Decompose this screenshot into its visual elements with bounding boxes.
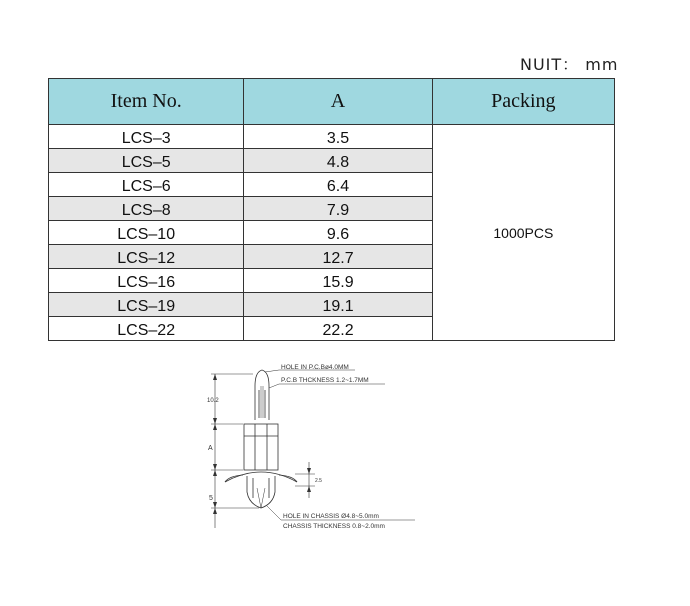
chassis-hole-note: HOLE IN CHASSIS Ø4.8~5.0mm [283, 513, 379, 520]
header-a: A [244, 79, 432, 125]
a-value-cell: 3.5 [244, 125, 432, 149]
item-no-cell: LCS–16 [49, 269, 244, 293]
dim-side-label: 2.5 [315, 478, 322, 484]
header-item-no: Item No. [49, 79, 244, 125]
spec-table [48, 78, 615, 341]
dim-bottom-label: 5 [209, 495, 213, 502]
a-value-cell: 12.7 [244, 245, 432, 269]
header-packing: Packing [432, 79, 614, 125]
unit-label: NUIT： mm [520, 55, 619, 74]
item-no-cell: LCS–12 [49, 245, 244, 269]
item-no-cell: LCS–5 [49, 149, 244, 173]
item-no-cell: LCS–10 [49, 221, 244, 245]
item-no-cell: LCS–22 [49, 317, 244, 341]
a-value-cell: 22.2 [244, 317, 432, 341]
a-value-cell: 7.9 [244, 197, 432, 221]
a-value-cell: 9.6 [244, 221, 432, 245]
a-value-cell: 15.9 [244, 269, 432, 293]
a-value-cell: 6.4 [244, 173, 432, 197]
item-no-cell: LCS–8 [49, 197, 244, 221]
pcb-thickness-note: P.C.B THCKNESS 1.2~1.7MM [281, 377, 369, 384]
table-header-row [49, 79, 615, 125]
chassis-thickness-note: CHASSIS THICKNESS 0.8~2.0mm [283, 523, 385, 530]
table-row [49, 125, 615, 149]
pcb-hole-note: HOLE IN P.C.Bø4.0MM [281, 364, 349, 371]
a-value-cell: 4.8 [244, 149, 432, 173]
packing-cell: 1000PCS [432, 125, 614, 341]
spacer-technical-drawing [195, 358, 435, 538]
dim-a-label: A [208, 445, 213, 452]
item-no-cell: LCS–6 [49, 173, 244, 197]
a-value-cell: 19.1 [244, 293, 432, 317]
item-no-cell: LCS–3 [49, 125, 244, 149]
dim-top-label: 10.2 [207, 398, 219, 404]
item-no-cell: LCS–19 [49, 293, 244, 317]
